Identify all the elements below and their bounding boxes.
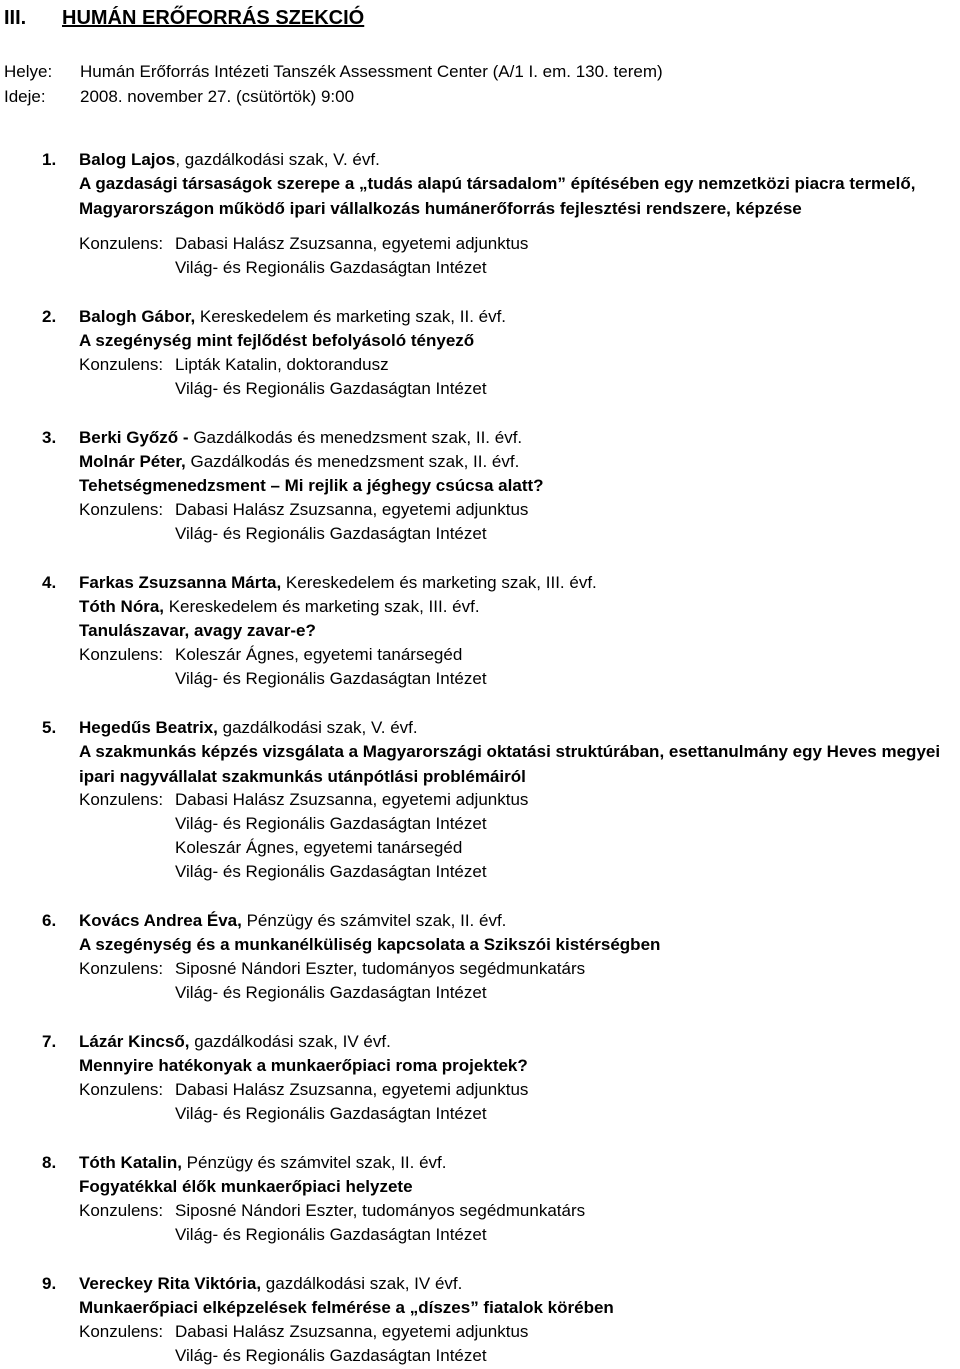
entry-number: 4. <box>42 573 57 592</box>
consultant-name: Lipták Katalin, doktorandusz <box>175 355 389 374</box>
consultant-label: Konzulens: <box>79 355 164 374</box>
consultant-name: Siposné Nándori Eszter, tudományos segédmunkatárs <box>175 959 586 978</box>
place-row <box>4 60 663 84</box>
author-name: Balogh Gábor, <box>79 307 196 326</box>
section-heading <box>4 5 364 31</box>
paper-title: Tehetségmenedzsment – Mi rejlik a jéghegy csúcsa alatt? <box>79 476 544 495</box>
section-number: III. <box>4 7 27 29</box>
author-details: Kereskedelem és marketing szak, II. évf. <box>195 307 507 326</box>
paper-title: A szakmunkás képzés vizsgálata a Magyarországi oktatási struktúrában, esettanulmány egy Heves megyei ipari nagyvállalat szakmunkás utánpótlási problémáiról <box>79 742 941 786</box>
section-title: HUMÁN ERŐFORRÁS SZEKCIÓ <box>62 7 365 29</box>
entry-number: 1. <box>42 150 57 169</box>
paper-title: A szegénység és a munkanélküliség kapcsolata a Szikszói kistérségben <box>79 935 661 954</box>
time-row <box>4 85 354 109</box>
consultant-name: Siposné Nándori Eszter, tudományos segédmunkatárs <box>175 1201 586 1220</box>
author-line <box>79 148 380 172</box>
author-details: gazdálkodási szak, IV évf. <box>261 1274 463 1293</box>
author-details: Pénzügy és számvitel szak, II. évf. <box>181 1153 447 1172</box>
author-line <box>79 305 506 329</box>
consultant-name: Dabasi Halász Zsuzsanna, egyetemi adjunktus <box>175 1322 529 1341</box>
author-line <box>79 716 418 740</box>
place-value: Humán Erőforrás Intézeti Tanszék Assessment Center (A/1 I. em. 130. terem) <box>80 62 663 81</box>
entry-number: 5. <box>42 718 57 737</box>
author-name: Tóth Nóra, <box>79 597 164 616</box>
author-name: Balog Lajos <box>79 150 176 169</box>
paper-title: Mennyire hatékonyak a munkaerőpiaci roma projektek? <box>79 1056 528 1075</box>
paper-title: A szegénység mint fejlődést befolyásoló tényező <box>79 331 475 350</box>
author-name: Farkas Zsuzsanna Márta, <box>79 573 282 592</box>
consultant-institute: Világ- és Regionális Gazdaságtan Intézet <box>175 524 487 543</box>
entry-number: 3. <box>42 428 57 447</box>
consultant-institute: Világ- és Regionális Gazdaságtan Intézet <box>175 379 487 398</box>
author-line <box>79 1272 462 1296</box>
place-label: Helye: <box>4 62 53 81</box>
consultant-label: Konzulens: <box>79 790 164 809</box>
consultant-name: Koleszár Ágnes, egyetemi tanársegéd <box>175 645 463 664</box>
entry-number: 2. <box>42 307 57 326</box>
author-line <box>79 1030 391 1054</box>
consultant-institute: Világ- és Regionális Gazdaságtan Intézet <box>175 258 487 277</box>
consultant-label: Konzulens: <box>79 234 164 253</box>
author-details: gazdálkodási szak, IV évf. <box>189 1032 391 1051</box>
paper-title: Munkaerőpiaci elképzelések felmérése a „díszes” fiatalok körében <box>79 1298 614 1317</box>
author-name: Molnár Péter, <box>79 452 186 471</box>
consultant-institute: Világ- és Regionális Gazdaságtan Intézet <box>175 862 487 881</box>
consultant-name: Dabasi Halász Zsuzsanna, egyetemi adjunktus <box>175 500 529 519</box>
consultant-institute: Világ- és Regionális Gazdaságtan Intézet <box>175 1104 487 1123</box>
paper-title: Fogyatékkal élők munkaerőpiaci helyzete <box>79 1177 413 1196</box>
author-name: Berki Győző - <box>79 428 189 447</box>
author-line <box>79 450 519 474</box>
paper-title: Tanulászavar, avagy zavar-e? <box>79 621 316 640</box>
consultant-label: Konzulens: <box>79 959 164 978</box>
author-details: Pénzügy és számvitel szak, II. évf. <box>241 911 507 930</box>
author-line <box>79 571 597 595</box>
consultant-label: Konzulens: <box>79 1201 164 1220</box>
consultant-label: Konzulens: <box>79 500 164 519</box>
author-line <box>79 595 480 619</box>
author-name: Lázár Kincső, <box>79 1032 190 1051</box>
author-line <box>79 909 506 933</box>
author-name: Tóth Katalin, <box>79 1153 182 1172</box>
author-details: Gazdálkodás és menedzsment szak, II. évf. <box>185 452 520 471</box>
consultant-institute: Világ- és Regionális Gazdaságtan Intézet <box>175 669 487 688</box>
author-details: Gazdálkodás és menedzsment szak, II. évf. <box>188 428 523 447</box>
author-name: Vereckey Rita Viktória, <box>79 1274 262 1293</box>
entry-number: 9. <box>42 1274 57 1293</box>
consultant-label: Konzulens: <box>79 1080 164 1099</box>
author-name: Hegedűs Beatrix, <box>79 718 218 737</box>
consultant-institute: Világ- és Regionális Gazdaságtan Intézet <box>175 1346 487 1365</box>
consultant-institute: Világ- és Regionális Gazdaságtan Intézet <box>175 814 487 833</box>
paper-title: A gazdasági társaságok szerepe a „tudás alapú társadalom” építésében egy nemzetközi piacra termelő, Magyarországon működő ipari vállalkozás humánerőforrás fejlesztési rendszere, képzése <box>79 174 916 218</box>
author-details: Kereskedelem és marketing szak, III. évf. <box>281 573 597 592</box>
consultant-name: Dabasi Halász Zsuzsanna, egyetemi adjunktus <box>175 790 529 809</box>
author-line <box>79 1151 447 1175</box>
author-details: gazdálkodási szak, V. évf. <box>217 718 418 737</box>
author-details: Kereskedelem és marketing szak, III. évf. <box>164 597 480 616</box>
consultant-institute: Világ- és Regionális Gazdaságtan Intézet <box>175 1225 487 1244</box>
entry-number: 8. <box>42 1153 57 1172</box>
consultant-institute: Világ- és Regionális Gazdaságtan Intézet <box>175 983 487 1002</box>
entry-number: 6. <box>42 911 57 930</box>
consultant-name: Koleszár Ágnes, egyetemi tanársegéd <box>175 838 463 857</box>
entry-number: 7. <box>42 1032 57 1051</box>
author-name: Kovács Andrea Éva, <box>79 911 242 930</box>
consultant-name: Dabasi Halász Zsuzsanna, egyetemi adjunktus <box>175 234 529 253</box>
time-value: 2008. november 27. (csütörtök) 9:00 <box>80 87 355 106</box>
consultant-label: Konzulens: <box>79 1322 164 1341</box>
consultant-name: Dabasi Halász Zsuzsanna, egyetemi adjunktus <box>175 1080 529 1099</box>
time-label: Ideje: <box>4 87 46 106</box>
author-details: , gazdálkodási szak, V. évf. <box>175 150 380 169</box>
consultant-label: Konzulens: <box>79 645 164 664</box>
author-line <box>79 426 522 450</box>
